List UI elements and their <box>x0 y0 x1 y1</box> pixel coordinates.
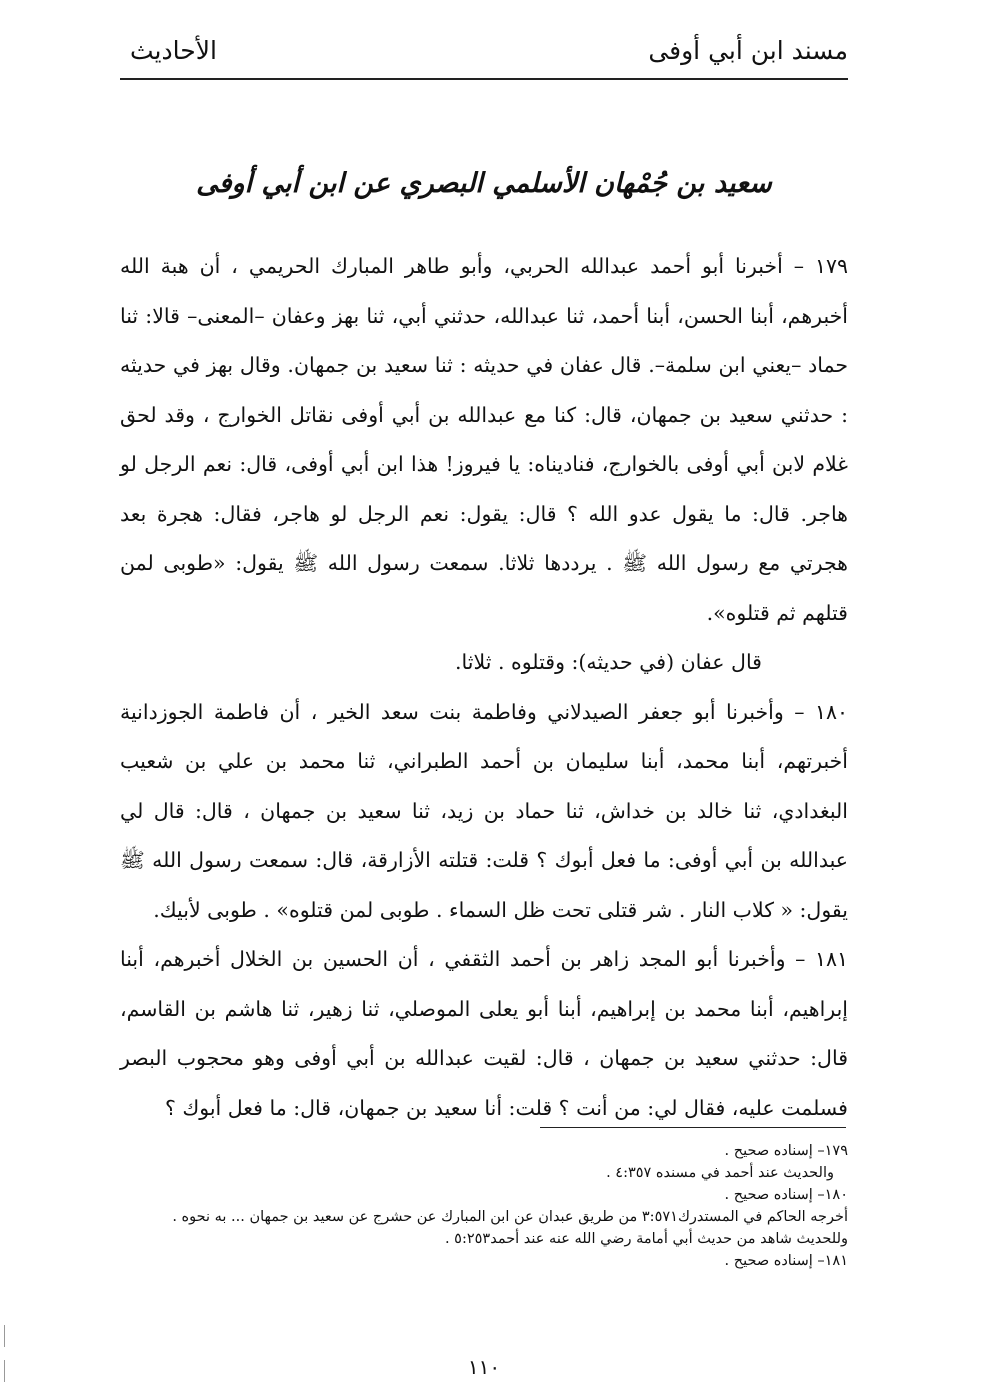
hadith-179: ١٧٩ – أخبرنا أبو أحمد عبدالله الحربي، وأبو طاهر المبارك الحريمي ، أن هبة الله أخبرهم، أبنا الحسن، أبنا أحمد، ثنا عبدالله، حدثني أبي، ثنا بهز وعفان –المعنى– قالا: ثنا حماد –يعني ابن سلمة–. قال عفان في حديثه : ثنا سعيد بن جمهان. وقال بهز في حديثه : حدثني سعيد بن جمهان، قال: كنا مع عبدالله بن أبي أوفى نقاتل الخوارج ، وقد لحق غلام لابن أبي أوفى بالخوارج، فناديناه: يا فيروز! هذا ابن أبي أوفى، قال: نعم الرجل لو هاجر. قال: ما يقول عدو الله ؟ قال: يقول: نعم الرجل لو هاجر، فقال: هجرة بعد هجرتي مع رسول الله ﷺ . يرددها ثلاثا. سمعت رسول الله ﷺ يقول: «طوبى لمن قتلهم ثم قتلوه». <box>120 254 848 625</box>
header-rule <box>120 78 848 80</box>
footnotes <box>120 1140 848 1272</box>
footnote-separator <box>540 1127 846 1128</box>
footnote-179-ref: والحديث عند أحمد في مسنده ٤:٣٥٧ . <box>606 1165 834 1181</box>
hadith-180: ١٨٠ – وأخبرنا أبو جعفر الصيدلاني وفاطمة بنت سعد الخير ، أن فاطمة الجوزدانية أخبرتهم، أبنا محمد، أبنا سليمان بن أحمد الطبراني، ثنا محمد بن علي بن شعيب البغدادي، ثنا خالد بن خداش، ثنا حماد بن زيد، ثنا سعيد بن جمهان ، قال: قال لي عبدالله بن أبي أوفى: ما فعل أبوك ؟ قلت: قتلته الأزارقة، قال: سمعت رسول الله ﷺ يقول: « كلاب النار . شر قتلى تحت ظل السماء . طوبى لمن قتلوه» . طوبى لأبيك. <box>120 699 848 922</box>
footnote-179: ١٧٩– إسناده صحيح . <box>724 1143 848 1159</box>
footnote-181: ١٨١– إسناده صحيح . <box>724 1253 848 1269</box>
margin-mark <box>4 1360 5 1382</box>
hadith-181: ١٨١ – وأخبرنا أبو المجد زاهر بن أحمد الثقفي ، أن الحسين بن الخلال أخبرهم، أبنا إبراهيم، أبنا محمد بن إبراهيم، أبنا أبو يعلى الموصلي، ثنا زهير، ثنا هاشم بن القاسم، قال: حدثني سعيد بن جمهان ، قال: لقيت عبدالله بن أبي أوفى وهو محجوب البصر فسلمت عليه، فقال لي: من أنت ؟ قلت: أنا سعيد بن جمهان، قال: ما فعل أبوك ؟ <box>120 947 848 1120</box>
footnote-180-ref: أخرجه الحاكم في المستدرك٣:٥٧١ من طريق عبدان عن ابن المبارك عن حشرج عن سعيد بن جمهان ... به نحوه . وللحديث شاهد من حديث أبي أمامة رضي الله عنه عند أحمد٥:٢٥٣ . <box>172 1209 848 1247</box>
hadith-179-note: قال عفان (في حديثه): وقتلوه . ثلاثا. <box>455 650 762 674</box>
page-number: ١١٠ <box>467 1355 501 1379</box>
chapter-title: الأحاديث <box>130 36 217 65</box>
running-header <box>120 32 848 76</box>
footnote-180: ١٨٠– إسناده صحيح . <box>724 1187 848 1203</box>
book-title: مسند ابن أبي أوفى <box>648 36 848 65</box>
main-text <box>120 242 848 1133</box>
margin-mark <box>4 1325 5 1347</box>
section-title: سعيد بن جُمْهان الأسلمي البصري عن ابن أبي أوفى <box>196 168 772 199</box>
